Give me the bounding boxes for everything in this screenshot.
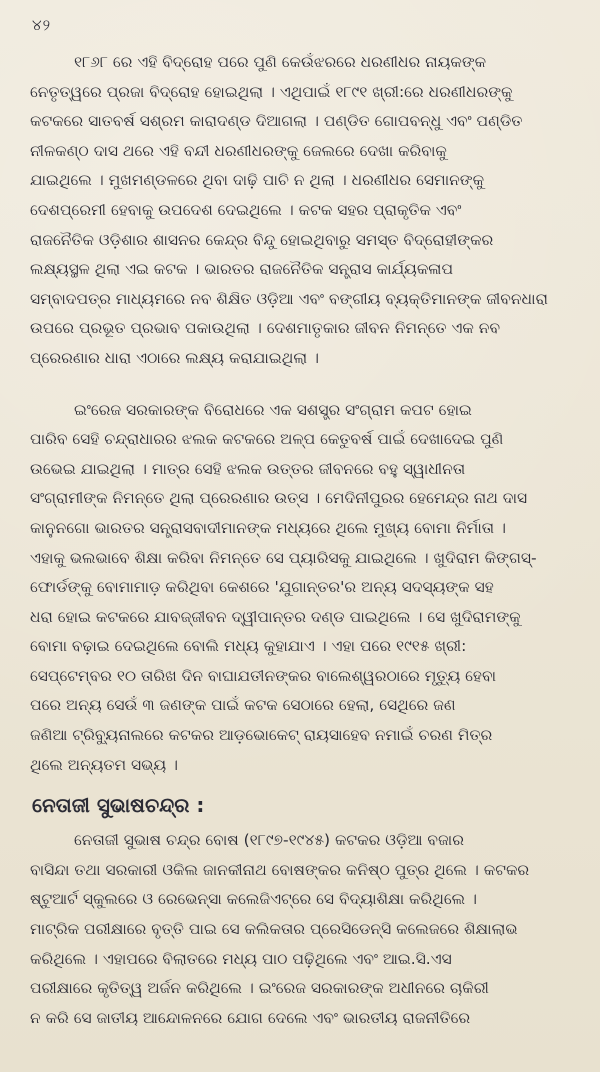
text-line: ସେପ୍ଟେମ୍ବର ୧୦ ତାରିଖ ଦିନ ବାଘାଯତୀନଙ୍କର ବାଲେଶ୍ୱରଠାରେ ମୃତ୍ୟୁ ହେବା xyxy=(30,666,497,685)
text-line: ନୀଳକଣ୍ଠ ଦାସ ଥରେ ଏହି ବନ୍ଦୀ ଧରଣୀଧରଙ୍କୁ ଜେଲରେ ଦେଖା କରିବାକୁ xyxy=(30,141,447,160)
text-line: ଏହାକୁ ଭଲଭାବେ ଶିକ୍ଷା କରିବା ନିମନ୍ତେ ସେ ପ୍ୟାରିସକୁ ଯାଇଥିଲେ । ଖୁଦିରାମ କିଙ୍ଗସ୍- xyxy=(30,548,537,567)
text-line: ରାଜନୈତିକ ଓଡ଼ିଶାର ଶାସନର କେନ୍ଦ୍ର ବିନ୍ଦୁ ହୋଇଥିବାରୁ ସମସ୍ତ ବିଦ୍ରୋହୀଙ୍କର xyxy=(30,230,494,249)
text-line: ଧରା ହୋଇ କଟକରେ ଯାବଜ୍ଜୀବନ ଦ୍ୱୀପାନ୍ତର ଦଣ୍ଡ ପାଇଥିଲେ । ସେ ଖୁଦିରାମଙ୍କୁ xyxy=(30,607,521,626)
text-line: ବୋମା ବଢ଼ାଇ ଦେଇଥିଲେ ବୋଲି ମଧ୍ୟ କୁହାଯାଏ । ଏହା ପରେ ୧୯୧୫ ଖ୍ରୀ: xyxy=(30,637,467,656)
text-line: ମାଟ୍ରିକ ପରୀକ୍ଷାରେ ବୃତ୍ତି ପାଇ ସେ କଲିକତାର ପ୍ରେସିଡେନ୍‌ସି କଲେଜରେ ଶିକ୍ଷାଲାଭ xyxy=(30,920,518,939)
text-line: କଟକରେ ସାତବର୍ଷ ସଶ୍ରମ କାରାଦଣ୍ଡ ଦିଆଗଲା । ପଣ୍ଡିତ ଗୋପବନ୍ଧୁ ଏବଂ ପଣ୍ଡିତ xyxy=(30,112,523,131)
text-line: ଲକ୍ଷ୍ୟସ୍ଥଳ ଥିଲା ଏଇ କଟକ । ଭାରତର ରାଜନୈତିକ ସନ୍ତ୍ରାସ କାର୍ଯ୍ୟକଳାପ xyxy=(30,260,454,279)
text-line: ନେତୃତ୍ୱରେ ପ୍ରଜା ବିଦ୍ରୋହ ହୋଇଥିଲା । ଏଥିପାଇଁ ୧୮୯୧ ଖ୍ରୀ:ରେ ଧରଣୀଧରଙ୍କୁ xyxy=(30,82,513,101)
text-line: ପରେ ଅନ୍ୟ ସେଉଁ ୩ ଜଣଙ୍କ ପାଇଁ କଟକ ସେଠାରେ ହେଲା, ସେଥିରେ ଜଣ xyxy=(30,696,456,715)
text-line: ଦେଶପ୍ରେମୀ ହେବାକୁ ଉପଦେଶ ଦେଇଥିଲେ । କଟକ ସହର ପ୍ରାକୃତିକ ଏବଂ xyxy=(30,200,462,219)
text-line: ଫୋର୍ଡଙ୍କୁ ବୋମାମାଡ଼ କରିଥିବା କେଶରେ 'ଯୁଗାନ୍ତର'ର ଅନ୍ୟ ସଦସ୍ୟଙ୍କ ସହ xyxy=(30,578,494,597)
text-line: ନ କରି ସେ ଜାତୀୟ ଆନ୍ଦୋଳନରେ ଯୋଗ ଦେଲେ ଏବଂ ଭାରତୀୟ ରାଜନୀତିରେ xyxy=(30,1008,471,1027)
text-line: ଯାଇଥିଲେ । ମୁଖମଣ୍ଡଳରେ ଥିବା ଦାଢ଼ି ପାଚି ନ ଥିଲା । ଧରଣୀଧର ସେମାନଙ୍କୁ xyxy=(30,171,485,190)
paragraph-spacer xyxy=(30,374,576,396)
text-line: ସଂଗ୍ରାମୀଙ୍କ ନିମନ୍ତେ ଥିଲା ପ୍ରେରଣାର ଉତ୍ସ । ମେଦିନୀପୁରର ହେମେନ୍ଦ୍ର ନାଥ ଦାସ xyxy=(30,489,528,508)
text-line: ବାସିନ୍ଦା ତଥା ସରକାରୀ ଓକିଲ ଜାନକୀନାଥ ବୋଷଙ୍କର କନିଷ୍ଠ ପୁତ୍ର ଥିଲେ । କଟକର xyxy=(30,860,530,879)
paragraph-1 xyxy=(30,48,576,374)
page-number: ୪୨ xyxy=(32,16,52,34)
text-line: ପ୍ରେରଣାର ଧାରା ଏଠାରେ ଲକ୍ଷ୍ୟ କରାଯାଇଥିଲା । xyxy=(30,348,319,367)
text-line: ନେତାଜୀ ସୁଭାଷ ଚନ୍ଦ୍ର ବୋଷ (୧୮୯୭-୧୯୪୫) କଟକର ଓଡ଼ିଆ ବଜାର xyxy=(74,831,464,850)
text-line: କାନୁନଗୋ ଭାରତର ସନ୍ତ୍ରାସବାଦୀମାନଙ୍କ ମଧ୍ୟରେ ଥିଲେ ମୁଖ୍ୟ ବୋମା ନିର୍ମାତା । xyxy=(30,518,507,537)
section-heading: ନେତାଜୀ ସୁଭାଷଚନ୍ଦ୍ର : xyxy=(32,793,205,818)
text-line: ଇଂରେଜ ସରକାରଙ୍କ ବିରୋଧରେ ଏକ ସଶସ୍ତ୍ର ସଂଗ୍ରାମ କପଟ ହୋଇ xyxy=(74,400,472,419)
text-line: ଜଣିଆ ଟ୍ରିବ୍ୟୁନାଲରେ କଟକର ଆଡ଼ଭୋକେଟ୍ ରାୟସାହେବ ନମାଇଁ ଚରଣ ମିତ୍ର xyxy=(30,726,493,745)
paragraph-2 xyxy=(30,396,576,781)
paragraph-3 xyxy=(30,826,576,1033)
text-line: ଥିଲେ ଅନ୍ୟତମ ସଭ୍ୟ । xyxy=(30,755,179,774)
text-line: ପାରିବ ସେହି ଚନ୍ଦ୍ରାଧାରର ଝଲକ କଟକରେ ଅଳ୍ପ କେତୁବର୍ଷ ପାଇଁ ଦେଖାଦେଇ ପୁଣି xyxy=(30,430,504,449)
text-line: ଷ୍ଟୁଆର୍ଟ ସ୍କୁଲରେ ଓ ରେଭେନ୍ସା କଲେଜିଏଟ୍‌ରେ ସେ ବିଦ୍ୟାଶିକ୍ଷା କରିଥିଲେ । xyxy=(30,890,477,909)
text-line: ଉଭେଇ ଯାଇଥିଲା । ମାତ୍ର ସେହି ଝଲକ ଉତ୍ତର ଜୀବନରେ ବହୁ ସ୍ୱାଧୀନତା xyxy=(30,459,466,478)
text-line: କରିଥିଲେ । ଏହାପରେ ବିଲାତରେ ମଧ୍ୟ ପାଠ ପଢ଼ିଥିଲେ ଏବଂ ଆଇ.ସି.ଏସ xyxy=(30,949,452,968)
text-line: ଉପରେ ପ୍ରଭୂତ ପ୍ରଭାବ ପକାଉଥିଲା । ଦେଶମାତୃକାର ଜୀବନ ନିମନ୍ତେ ଏକ ନବ xyxy=(30,319,501,338)
text-line: ୧୮୬୮ ରେ ଏହି ବିଦ୍ରୋହ ପରେ ପୁଣି କେଉଁଝରରେ ଧରଣୀଧର ନାୟକଙ୍କ xyxy=(74,53,487,71)
text-line: ସମ୍ବାଦପତ୍ର ମାଧ୍ୟମରେ ନବ ଶିକ୍ଷିତ ଓଡ଼ିଆ ଏବଂ ବଙ୍ଗୀୟ ବ୍ୟକ୍ତିମାନଙ୍କ ଜୀବନଧାରା xyxy=(30,289,548,308)
text-line: ପରୀକ୍ଷାରେ କୃତିତ୍ୱ ଅର୍ଜନ କରିଥିଲେ । ଇଂରେଜ ସରକାରଙ୍କ ଅଧୀନରେ ଚାକିରୀ xyxy=(30,979,489,998)
